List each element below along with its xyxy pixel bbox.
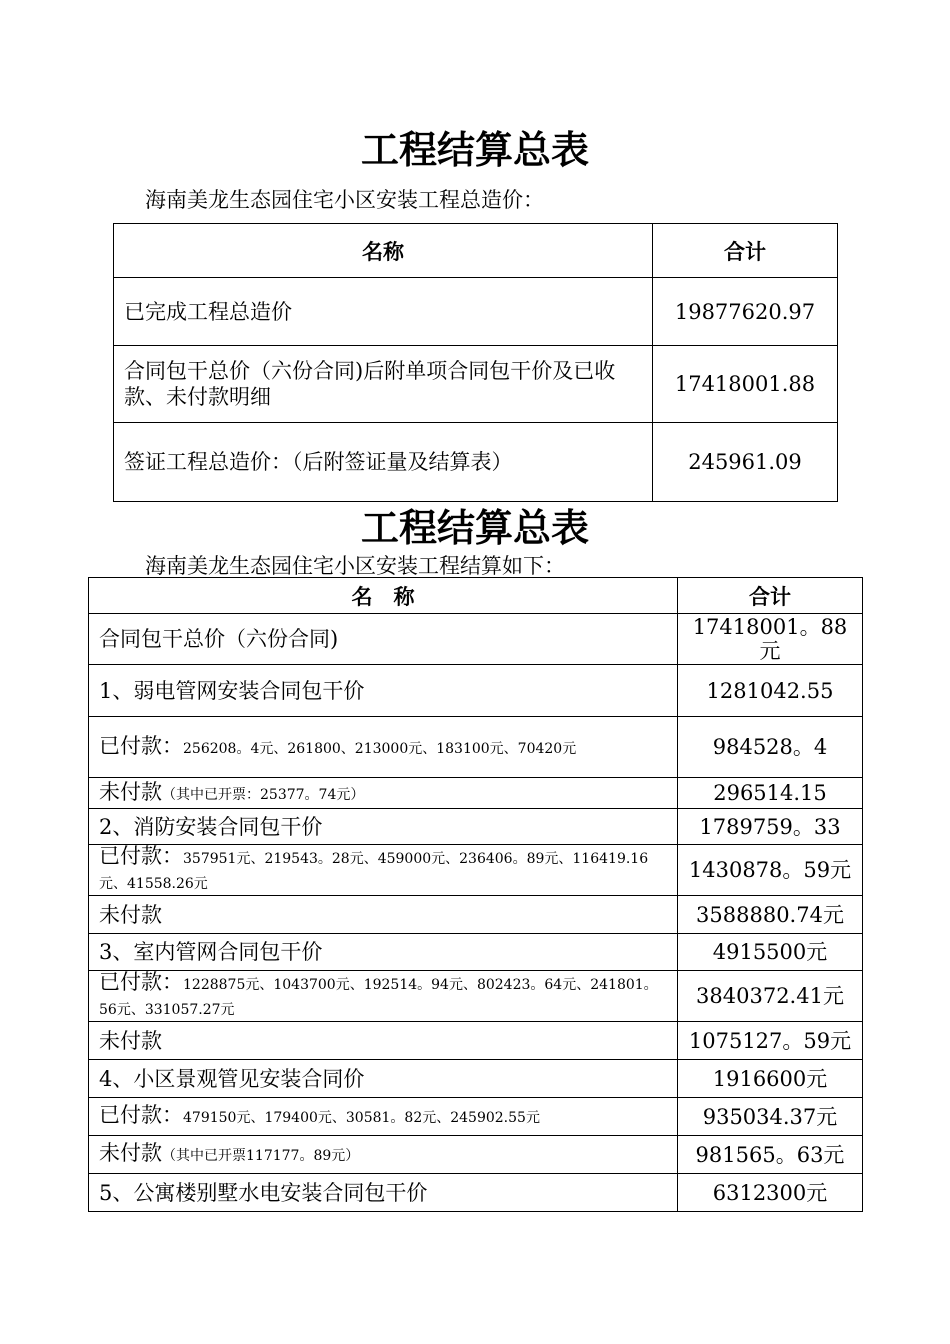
row-label: 2、消防安装合同包干价: [99, 814, 323, 839]
row-label: 5、公寓楼别墅水电安装合同包干价: [99, 1180, 428, 1205]
table-row: [89, 1022, 863, 1060]
row-label: 已付款：: [99, 970, 183, 994]
section2-title: 工程结算总表: [360, 506, 589, 550]
row-detail: 479150元、179400元、30581。82元、245902.55元: [183, 1110, 540, 1126]
table-row: [89, 1174, 863, 1212]
row-total: 1430878。59元: [678, 845, 863, 896]
table-row: [89, 1136, 863, 1174]
row-detail: 1228875元、1043700元、192514。94元、802423。64元、241801。56元、331057.27元: [99, 977, 658, 1018]
table-row: [89, 845, 863, 896]
table-row: [89, 971, 863, 1022]
table-row: [114, 278, 838, 346]
row-total: 3840372.41元: [678, 971, 863, 1022]
row-label: 已付款：: [99, 844, 183, 868]
row-label: 已付款：: [99, 733, 183, 758]
summary-table-1: [113, 223, 838, 502]
row-total: 3588880.74元: [678, 896, 863, 934]
row-detail: 357951元、219543。28元、459000元、236406。89元、116419.16元、41558.26元: [99, 851, 649, 892]
row-label: 合同包干总价（六份合同): [99, 627, 339, 651]
row-total: 984528。4: [678, 717, 863, 778]
row-total: 17418001。88元: [678, 614, 863, 665]
row-total: 935034.37元: [678, 1098, 863, 1136]
row-total: 1916600元: [678, 1060, 863, 1098]
table-row: [89, 1060, 863, 1098]
row-name: 签证工程总造价：（后附签证量及结算表）: [114, 423, 653, 502]
row-label: 未付款: [99, 1028, 162, 1053]
section2-intro: 海南美龙生态园住宅小区安装工程结算如下：: [145, 554, 565, 578]
row-total: 6312300元: [678, 1174, 863, 1212]
row-total: 19877620.97: [653, 278, 838, 346]
row-label: 1、弱电管网安装合同包干价: [99, 678, 365, 703]
header-total: 合计: [653, 224, 838, 278]
row-total: 4915500元: [678, 934, 863, 971]
table-row: [114, 346, 838, 423]
table-row: [89, 665, 863, 717]
row-total: 17418001.88: [653, 346, 838, 423]
row-total: 245961.09: [653, 423, 838, 502]
table-row: [89, 717, 863, 778]
row-label: 3、室内管网合同包干价: [99, 940, 323, 964]
row-label: 4、小区景观管见安装合同价: [99, 1066, 365, 1091]
summary-table-2: [88, 577, 863, 1212]
table-row: [89, 809, 863, 845]
row-name: 已完成工程总造价: [114, 278, 653, 346]
table-row: [89, 614, 863, 665]
row-total: 1789759。33: [678, 809, 863, 845]
row-label: 未付款: [99, 902, 162, 927]
table-row: [89, 896, 863, 934]
row-total: 981565。63元: [678, 1136, 863, 1174]
table-row: [89, 778, 863, 809]
table-row: [114, 423, 838, 502]
table-row: [89, 1098, 863, 1136]
header-name: 名 称: [89, 578, 678, 614]
row-name: 合同包干总价（六份合同)后附单项合同包干价及已收款、未付款明细: [114, 346, 653, 423]
row-total: 1075127。59元: [678, 1022, 863, 1060]
header-total: 合计: [678, 578, 863, 614]
row-label: 已付款：: [99, 1103, 183, 1127]
row-detail: 256208。4元、261800、213000元、183100元、70420元: [183, 740, 577, 757]
row-label: 未付款: [99, 779, 162, 804]
row-detail: （其中已开票：25377。74元）: [162, 786, 365, 803]
row-total: 1281042.55: [678, 665, 863, 717]
row-detail: （其中已开票117177。89元）: [162, 1148, 360, 1164]
section1-title: 工程结算总表: [360, 128, 589, 172]
row-total: 296514.15: [678, 778, 863, 809]
table-row: [89, 934, 863, 971]
row-label: 未付款: [99, 1141, 162, 1165]
header-name: 名称: [114, 224, 653, 278]
section1-intro: 海南美龙生态园住宅小区安装工程总造价：: [145, 188, 544, 212]
